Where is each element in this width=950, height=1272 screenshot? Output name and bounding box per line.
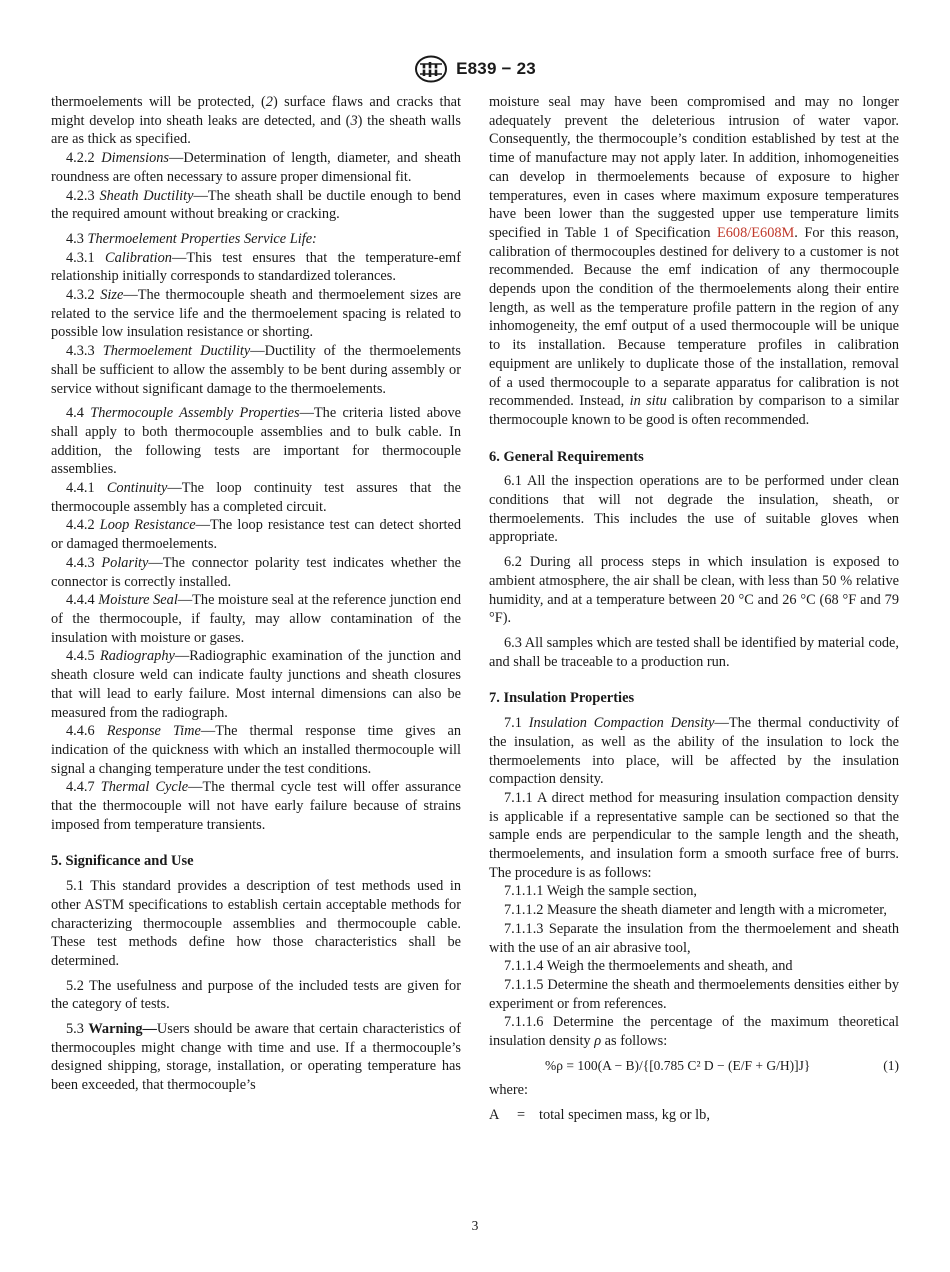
equation-1 <box>489 1057 899 1076</box>
paragraph-4-4-2: 4.4.2 Loop Resistance—The loop resistance test can detect shorted or damaged thermoelements. <box>51 517 462 553</box>
page-header <box>0 56 950 82</box>
paragraph-6-1: 6.1 All the inspection operations are to be performed under clean conditions that will not degrade the insulation, sheath, or thermoelements. This includes the use of suitable gloves when appropriate. <box>489 473 899 546</box>
variable-symbol: A <box>489 1107 500 1124</box>
paragraph-4-2-2: 4.2.2 Dimensions—Determination of length, diameter, and sheath roundness are often necessary to assure proper dimensional fit. <box>51 150 461 185</box>
paragraph-4-4-5: 4.4.5 Radiography—Radiographic examination of the junction and sheath closure weld can indicate faulty junctions and sheath closures that will lead to early failure. Most internal dimensions can also be measured from the radiograph. <box>51 648 461 721</box>
variable-definition: total specimen mass, kg or lb, <box>539 1107 710 1124</box>
paragraph-4-3-3: 4.3.3 Thermoelement Ductility—Ductility of the thermoelements shall be sufficient to allow the assembly to be bent during assembly or service without significant damage to the thermoelements. <box>51 343 461 397</box>
paragraph-4-3-2: 4.3.2 Size—The thermocouple sheath and thermoelement sizes are related to the service life and the thermoelement spacing is related to possible low insulation resistance or shorting. <box>51 287 461 341</box>
paragraph-5-3-cont: moisture seal may have been compromised and may no longer adequately prevent the deleterious intrusion of water vapor. Consequently, the thermocouple’s condition established by test at the time of manufacture may not apply later. In addition, inhomogeneities can develop in thermoelements because of exposure to higher temperatures, even in cases where maximum exposure temperatures have been lower than the suggested upper use temperature limits specified in Table 1 of Specification E608/E608M. For this reason, calibration of thermocouples destined for delivery to a customer is not recommended. Because the emf indication of any thermocouple depends upon the condition of the thermoelements along their entire length, as well as the temperature profile pattern in the region of any inhomogeneity, the emf output of a used thermocouple will be unique to its installation. Because temperature profiles in calibration equipment are unlikely to duplicate those of the installation, removal of a used thermocouple to a separate apparatus for calibration is not recommended. Instead, in situ calibration by comparison to a similar thermocouple known to be good is often recommended. <box>489 94 899 428</box>
astm-logo-icon <box>414 55 448 83</box>
paragraph-7-1-1-6: 7.1.1.6 Determine the percentage of the maximum theoretical insulation density ρ as follows: <box>489 1014 899 1050</box>
paragraph-7-1: 7.1 Insulation Compaction Density—The thermal conductivity of the insulation, as well as the ability of the insulation to lock the thermoelements into place, will be affected by the insulation compaction density. <box>489 715 899 788</box>
paragraph-5-3: 5.3 Warning—Users should be aware that certain characteristics of thermocouples might change with time and use. If a thermocouple’s designed shipping, storage, installation, or operating temperature has been exceeded, that thermocouple’s <box>51 1021 461 1094</box>
paragraph-6-2: 6.2 During all process steps in which insulation is exposed to ambient atmosphere, the air shall be clean, with less than 50 % relative humidity, and at a temperature between 20 °C and 26 °C (68 °F and 79 °F). <box>489 554 899 627</box>
section-6-heading: 6. General Requirements <box>489 448 644 465</box>
section-7-heading: 7. Insulation Properties <box>489 690 635 707</box>
right-column <box>489 93 899 1125</box>
paragraph-4-3: 4.3 Thermoelement Properties Service Life: <box>66 230 317 247</box>
left-column <box>51 93 461 1095</box>
paragraph-5-2: 5.2 The usefulness and purpose of the included tests are given for the category of tests. <box>51 977 461 1013</box>
paragraph-7-1-1-5: 7.1.1.5 Determine the sheath and thermoelements densities either by experiment or from references. <box>489 976 899 1012</box>
paragraph-6-3: 6.3 All samples which are tested shall be identified by material code, and shall be traceable to a production run. <box>489 634 899 670</box>
paragraph-7-1-1-3: 7.1.1.3 Separate the insulation from the thermoelement and sheath with the use of an air abrasive tool, <box>489 920 899 956</box>
equation-number: (1) <box>883 1057 899 1073</box>
paragraph-4-4-7: 4.4.7 Thermal Cycle—The thermal cycle test will offer assurance that the thermocouple will not have early failure because of strains imposed from temperature transients. <box>51 779 461 833</box>
paragraph-4-4-4: 4.4.4 Moisture Seal—The moisture seal at the reference junction end of the thermocouple, if faulty, may allow contamination of the insulation with moisture or gases. <box>51 592 461 646</box>
variable-definition-row <box>489 1106 899 1125</box>
paragraph-5-1: 5.1 This standard provides a description of test methods used in other ASTM specifications to establish certain acceptable methods for characterizing thermocouple assemblies and thermocouple cable. These test methods define how those characteristics shall be determined. <box>51 878 461 969</box>
paragraph-4-4-3: 4.4.3 Polarity—The connector polarity test indicates whether the connector is correctly installed. <box>51 554 461 590</box>
paragraph-4-4-1: 4.4.1 Continuity—The loop continuity test assures that the thermocouple assembly has a completed circuit. <box>51 480 461 515</box>
paragraph-7-1-1-1: 7.1.1.1 Weigh the sample section, <box>504 883 697 900</box>
paragraph-7-1-1-2: 7.1.1.2 Measure the sheath diameter and length with a micrometer, <box>504 902 887 919</box>
specification-link[interactable]: E608/E608M <box>717 224 795 241</box>
paragraph-4-2-3: 4.2.3 Sheath Ductility—The sheath shall be ductile enough to bend the required amount without breaking or cracking. <box>51 187 461 223</box>
paragraph-4-4: 4.4 Thermocouple Assembly Properties—The criteria listed above shall apply to both thermocouple assemblies and to bulk cable. In addition, the following tests are important for thermocouple assemblies. <box>51 405 461 478</box>
equation-formula: %ρ = 100(A − B)/{[0.785 C² D − (E/F + G/H)]J} <box>545 1057 811 1073</box>
section-5-heading: 5. Significance and Use <box>51 853 194 870</box>
paragraph-4-2-1-cont: thermoelements will be protected, (2) surface flaws and cracks that might develop into sheath leaks are detected, and (3) the sheath walls are as thick as specified. <box>51 94 462 148</box>
variable-equals: = <box>517 1107 526 1124</box>
where-label: where: <box>489 1082 529 1099</box>
paragraph-4-3-1: 4.3.1 Calibration—This test ensures that the temperature-emf relationship initially corresponds to standardized tolerances. <box>51 249 461 285</box>
standard-designation: E839 − 23 <box>456 59 536 78</box>
page-number: 3 <box>471 1218 479 1233</box>
paragraph-7-1-1: 7.1.1 A direct method for measuring insulation compaction density is applicable if a representative sample can be sectioned so that the sample ends are perpendicular to the sample length and the sheath, thermoelements, and insulation form a smooth surface free of burrs. The procedure is as follows: <box>489 789 899 881</box>
paragraph-7-1-1-4: 7.1.1.4 Weigh the thermoelements and sheath, and <box>504 958 793 975</box>
paragraph-4-4-6: 4.4.6 Response Time—The thermal response time gives an indication of the quickness with which an installed thermocouple will signal a changing temperature under the test conditions. <box>51 723 461 777</box>
